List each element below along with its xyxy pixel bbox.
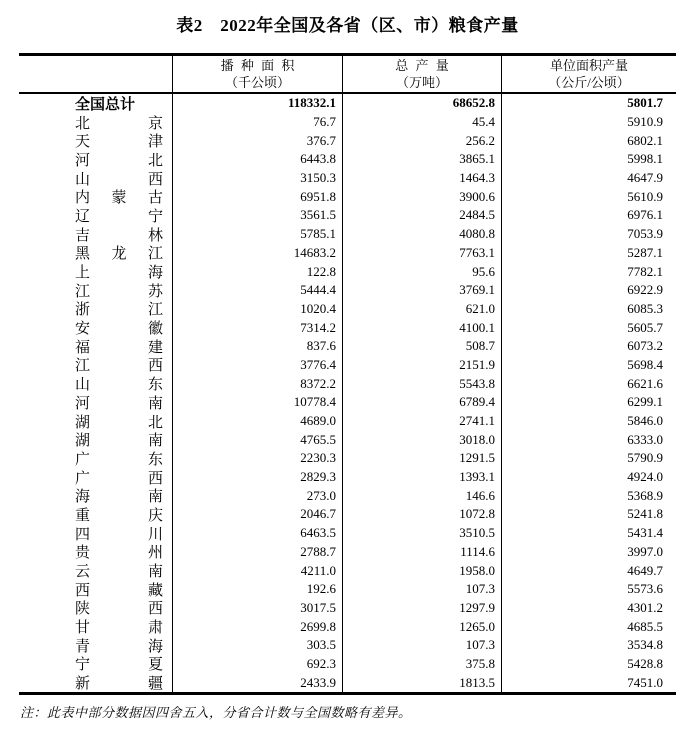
province-name: 山 西 (19, 169, 173, 188)
table-row (19, 430, 676, 449)
header-yield-unit: （公斤/公顷） (548, 75, 630, 90)
province-name: 陕 西 (19, 599, 173, 618)
table-header-row (19, 56, 676, 94)
sown-area-value: 3017.5 (173, 599, 343, 618)
sown-area-value: 2230.3 (173, 449, 343, 468)
total-output-value: 375.8 (343, 655, 502, 674)
sown-area-value: 692.3 (173, 655, 343, 674)
table-row (19, 244, 676, 263)
sown-area-value: 4765.5 (173, 430, 343, 449)
header-yield (502, 56, 676, 92)
header-yield-label: 单位面积产量 (549, 58, 628, 73)
yield-value: 4301.2 (627, 599, 663, 615)
province-name: 安 徽 (19, 318, 173, 337)
yield-value: 6073.2 (627, 338, 663, 354)
header-province-blank (19, 56, 173, 92)
total-output-value: 2151.9 (343, 356, 502, 375)
total-output-value: 1958.0 (343, 561, 502, 580)
total-output-value: 146.6 (343, 486, 502, 505)
table-row (19, 524, 676, 543)
sown-area-value: 6443.8 (173, 150, 343, 169)
footnote: 注：此表中部分数据因四舍五入，分省合计数与全国数略有差异。 (20, 705, 412, 720)
sown-area-value: 118332.1 (173, 94, 343, 113)
sown-area-value: 14683.2 (173, 244, 343, 263)
total-output-value: 3510.5 (343, 524, 502, 543)
table-row (19, 281, 676, 300)
yield-value: 6621.6 (627, 375, 663, 391)
total-output-value: 107.3 (343, 580, 502, 599)
total-output-value: 508.7 (343, 337, 502, 356)
table-row (19, 543, 676, 562)
sown-area-value: 122.8 (173, 262, 343, 281)
total-output-value: 621.0 (343, 300, 502, 319)
province-name: 山 东 (19, 374, 173, 393)
total-output-value: 1114.6 (343, 543, 502, 562)
yield-value: 6922.9 (627, 282, 663, 298)
sown-area-value: 76.7 (173, 113, 343, 132)
yield-value: 5801.7 (627, 95, 663, 111)
yield-value: 5998.1 (627, 151, 663, 167)
page-title: 表2 2022年全国及各省（区、市）粮食产量 (176, 16, 519, 35)
table-row (19, 318, 676, 337)
total-output-value: 3769.1 (343, 281, 502, 300)
sown-area-value: 5444.4 (173, 281, 343, 300)
grain-production-table (19, 53, 676, 695)
sown-area-value: 6951.8 (173, 187, 343, 206)
header-total-output (343, 56, 502, 92)
sown-area-value: 3776.4 (173, 356, 343, 375)
table-row (19, 617, 676, 636)
province-name: 新 疆 (19, 673, 173, 692)
yield-value: 5790.9 (627, 450, 663, 466)
table-row (19, 262, 676, 281)
province-name: 辽 宁 (19, 206, 173, 225)
sown-area-value: 2699.8 (173, 617, 343, 636)
sown-area-value: 192.6 (173, 580, 343, 599)
province-name: 西 藏 (19, 580, 173, 599)
sown-area-value: 303.5 (173, 636, 343, 655)
sown-area-value: 10778.4 (173, 393, 343, 412)
sown-area-value: 5785.1 (173, 225, 343, 244)
total-output-value: 1291.5 (343, 449, 502, 468)
yield-value: 6802.1 (627, 132, 663, 148)
table-body (19, 94, 676, 692)
province-name: 贵 州 (19, 543, 173, 562)
province-name: 吉 林 (19, 225, 173, 244)
table-row (19, 636, 676, 655)
province-name: 广 西 (19, 468, 173, 487)
province-name: 上 海 (19, 262, 173, 281)
yield-value: 5910.9 (627, 114, 663, 130)
total-output-value: 5543.8 (343, 374, 502, 393)
yield-value: 5846.0 (627, 413, 663, 429)
header-total-output-label: 总 产 量 (395, 58, 449, 73)
table-row (19, 673, 676, 692)
yield-value: 7782.1 (627, 263, 663, 279)
sown-area-value: 4689.0 (173, 412, 343, 431)
sown-area-value: 376.7 (173, 131, 343, 150)
header-sown-area-label: 播 种 面 积 (220, 58, 295, 73)
province-name: 江 苏 (19, 281, 173, 300)
province-name: 青 海 (19, 636, 173, 655)
yield-value: 6299.1 (627, 394, 663, 410)
total-output-value: 3865.1 (343, 150, 502, 169)
table-row (19, 468, 676, 487)
yield-value: 5573.6 (627, 581, 663, 597)
province-name: 浙 江 (19, 300, 173, 319)
table-row (19, 150, 676, 169)
header-sown-area-unit: （千公顷） (224, 75, 290, 90)
table-row (19, 206, 676, 225)
province-name: 天 津 (19, 131, 173, 150)
yield-value: 4647.9 (627, 170, 663, 186)
total-output-value: 256.2 (343, 131, 502, 150)
sown-area-value: 273.0 (173, 486, 343, 505)
province-name: 福 建 (19, 337, 173, 356)
province-name: 宁 夏 (19, 655, 173, 674)
table-row (19, 113, 676, 132)
table-row (19, 486, 676, 505)
total-output-value: 45.4 (343, 113, 502, 132)
province-name: 河 北 (19, 150, 173, 169)
header-total-output-unit: （万吨） (395, 75, 448, 90)
total-output-value: 1393.1 (343, 468, 502, 487)
total-output-value: 68652.8 (343, 94, 502, 113)
sown-area-value: 7314.2 (173, 318, 343, 337)
total-output-value: 1297.9 (343, 599, 502, 618)
province-name: 湖 南 (19, 430, 173, 449)
yield-value: 6085.3 (627, 300, 663, 316)
table-row (19, 655, 676, 674)
table-row (19, 337, 676, 356)
province-name: 北 京 (19, 113, 173, 132)
yield-value: 7451.0 (627, 674, 663, 690)
province-name: 云 南 (19, 561, 173, 580)
province-name: 海 南 (19, 486, 173, 505)
yield-value: 5698.4 (627, 356, 663, 372)
yield-value: 5428.8 (627, 655, 663, 671)
yield-value: 4685.5 (627, 618, 663, 634)
table-row (19, 300, 676, 319)
table-row (19, 169, 676, 188)
table-row (19, 561, 676, 580)
header-sown-area (173, 56, 343, 92)
province-name: 黑 龙 江 (19, 244, 173, 263)
yield-value: 7053.9 (627, 226, 663, 242)
total-output-value: 2741.1 (343, 412, 502, 431)
total-output-value: 6789.4 (343, 393, 502, 412)
yield-value: 4924.0 (627, 469, 663, 485)
sown-area-value: 2788.7 (173, 543, 343, 562)
yield-value: 6976.1 (627, 207, 663, 223)
province-name: 全 国 总 计 (19, 94, 173, 113)
table-row (19, 131, 676, 150)
province-name: 甘 肃 (19, 617, 173, 636)
sown-area-value: 6463.5 (173, 524, 343, 543)
table-row (19, 374, 676, 393)
total-output-value: 107.3 (343, 636, 502, 655)
province-name: 四 川 (19, 524, 173, 543)
yield-value: 5287.1 (627, 244, 663, 260)
total-output-value: 4080.8 (343, 225, 502, 244)
sown-area-value: 3561.5 (173, 206, 343, 225)
sown-area-value: 8372.2 (173, 374, 343, 393)
yield-value: 3997.0 (627, 543, 663, 559)
sown-area-value: 2046.7 (173, 505, 343, 524)
table-row (19, 449, 676, 468)
province-name: 内 蒙 古 (19, 187, 173, 206)
table-row (19, 412, 676, 431)
yield-value: 6333.0 (627, 431, 663, 447)
table-row (19, 580, 676, 599)
total-output-value: 1813.5 (343, 673, 502, 692)
sown-area-value: 4211.0 (173, 561, 343, 580)
total-output-value: 2484.5 (343, 206, 502, 225)
table-row (19, 505, 676, 524)
table-row (19, 356, 676, 375)
total-output-value: 1464.3 (343, 169, 502, 188)
sown-area-value: 837.6 (173, 337, 343, 356)
table-row (19, 225, 676, 244)
province-name: 湖 北 (19, 412, 173, 431)
yield-value: 5431.4 (627, 525, 663, 541)
province-name: 重 庆 (19, 505, 173, 524)
total-output-value: 3900.6 (343, 187, 502, 206)
yield-value: 5241.8 (627, 506, 663, 522)
total-output-value: 4100.1 (343, 318, 502, 337)
sown-area-value: 1020.4 (173, 300, 343, 319)
yield-value: 5368.9 (627, 487, 663, 503)
table-row (19, 393, 676, 412)
yield-value: 4649.7 (627, 562, 663, 578)
total-output-value: 3018.0 (343, 430, 502, 449)
sown-area-value: 2433.9 (173, 673, 343, 692)
sown-area-value: 2829.3 (173, 468, 343, 487)
yield-value: 5605.7 (627, 319, 663, 335)
yield-value: 5610.9 (627, 188, 663, 204)
yield-value: 3534.8 (627, 637, 663, 653)
table-row (19, 187, 676, 206)
province-name: 广 东 (19, 449, 173, 468)
sown-area-value: 3150.3 (173, 169, 343, 188)
table-row (19, 599, 676, 618)
total-output-value: 7763.1 (343, 244, 502, 263)
total-output-value: 1265.0 (343, 617, 502, 636)
table-row (19, 94, 676, 113)
province-name: 河 南 (19, 393, 173, 412)
province-name: 江 西 (19, 356, 173, 375)
total-output-value: 1072.8 (343, 505, 502, 524)
total-output-value: 95.6 (343, 262, 502, 281)
